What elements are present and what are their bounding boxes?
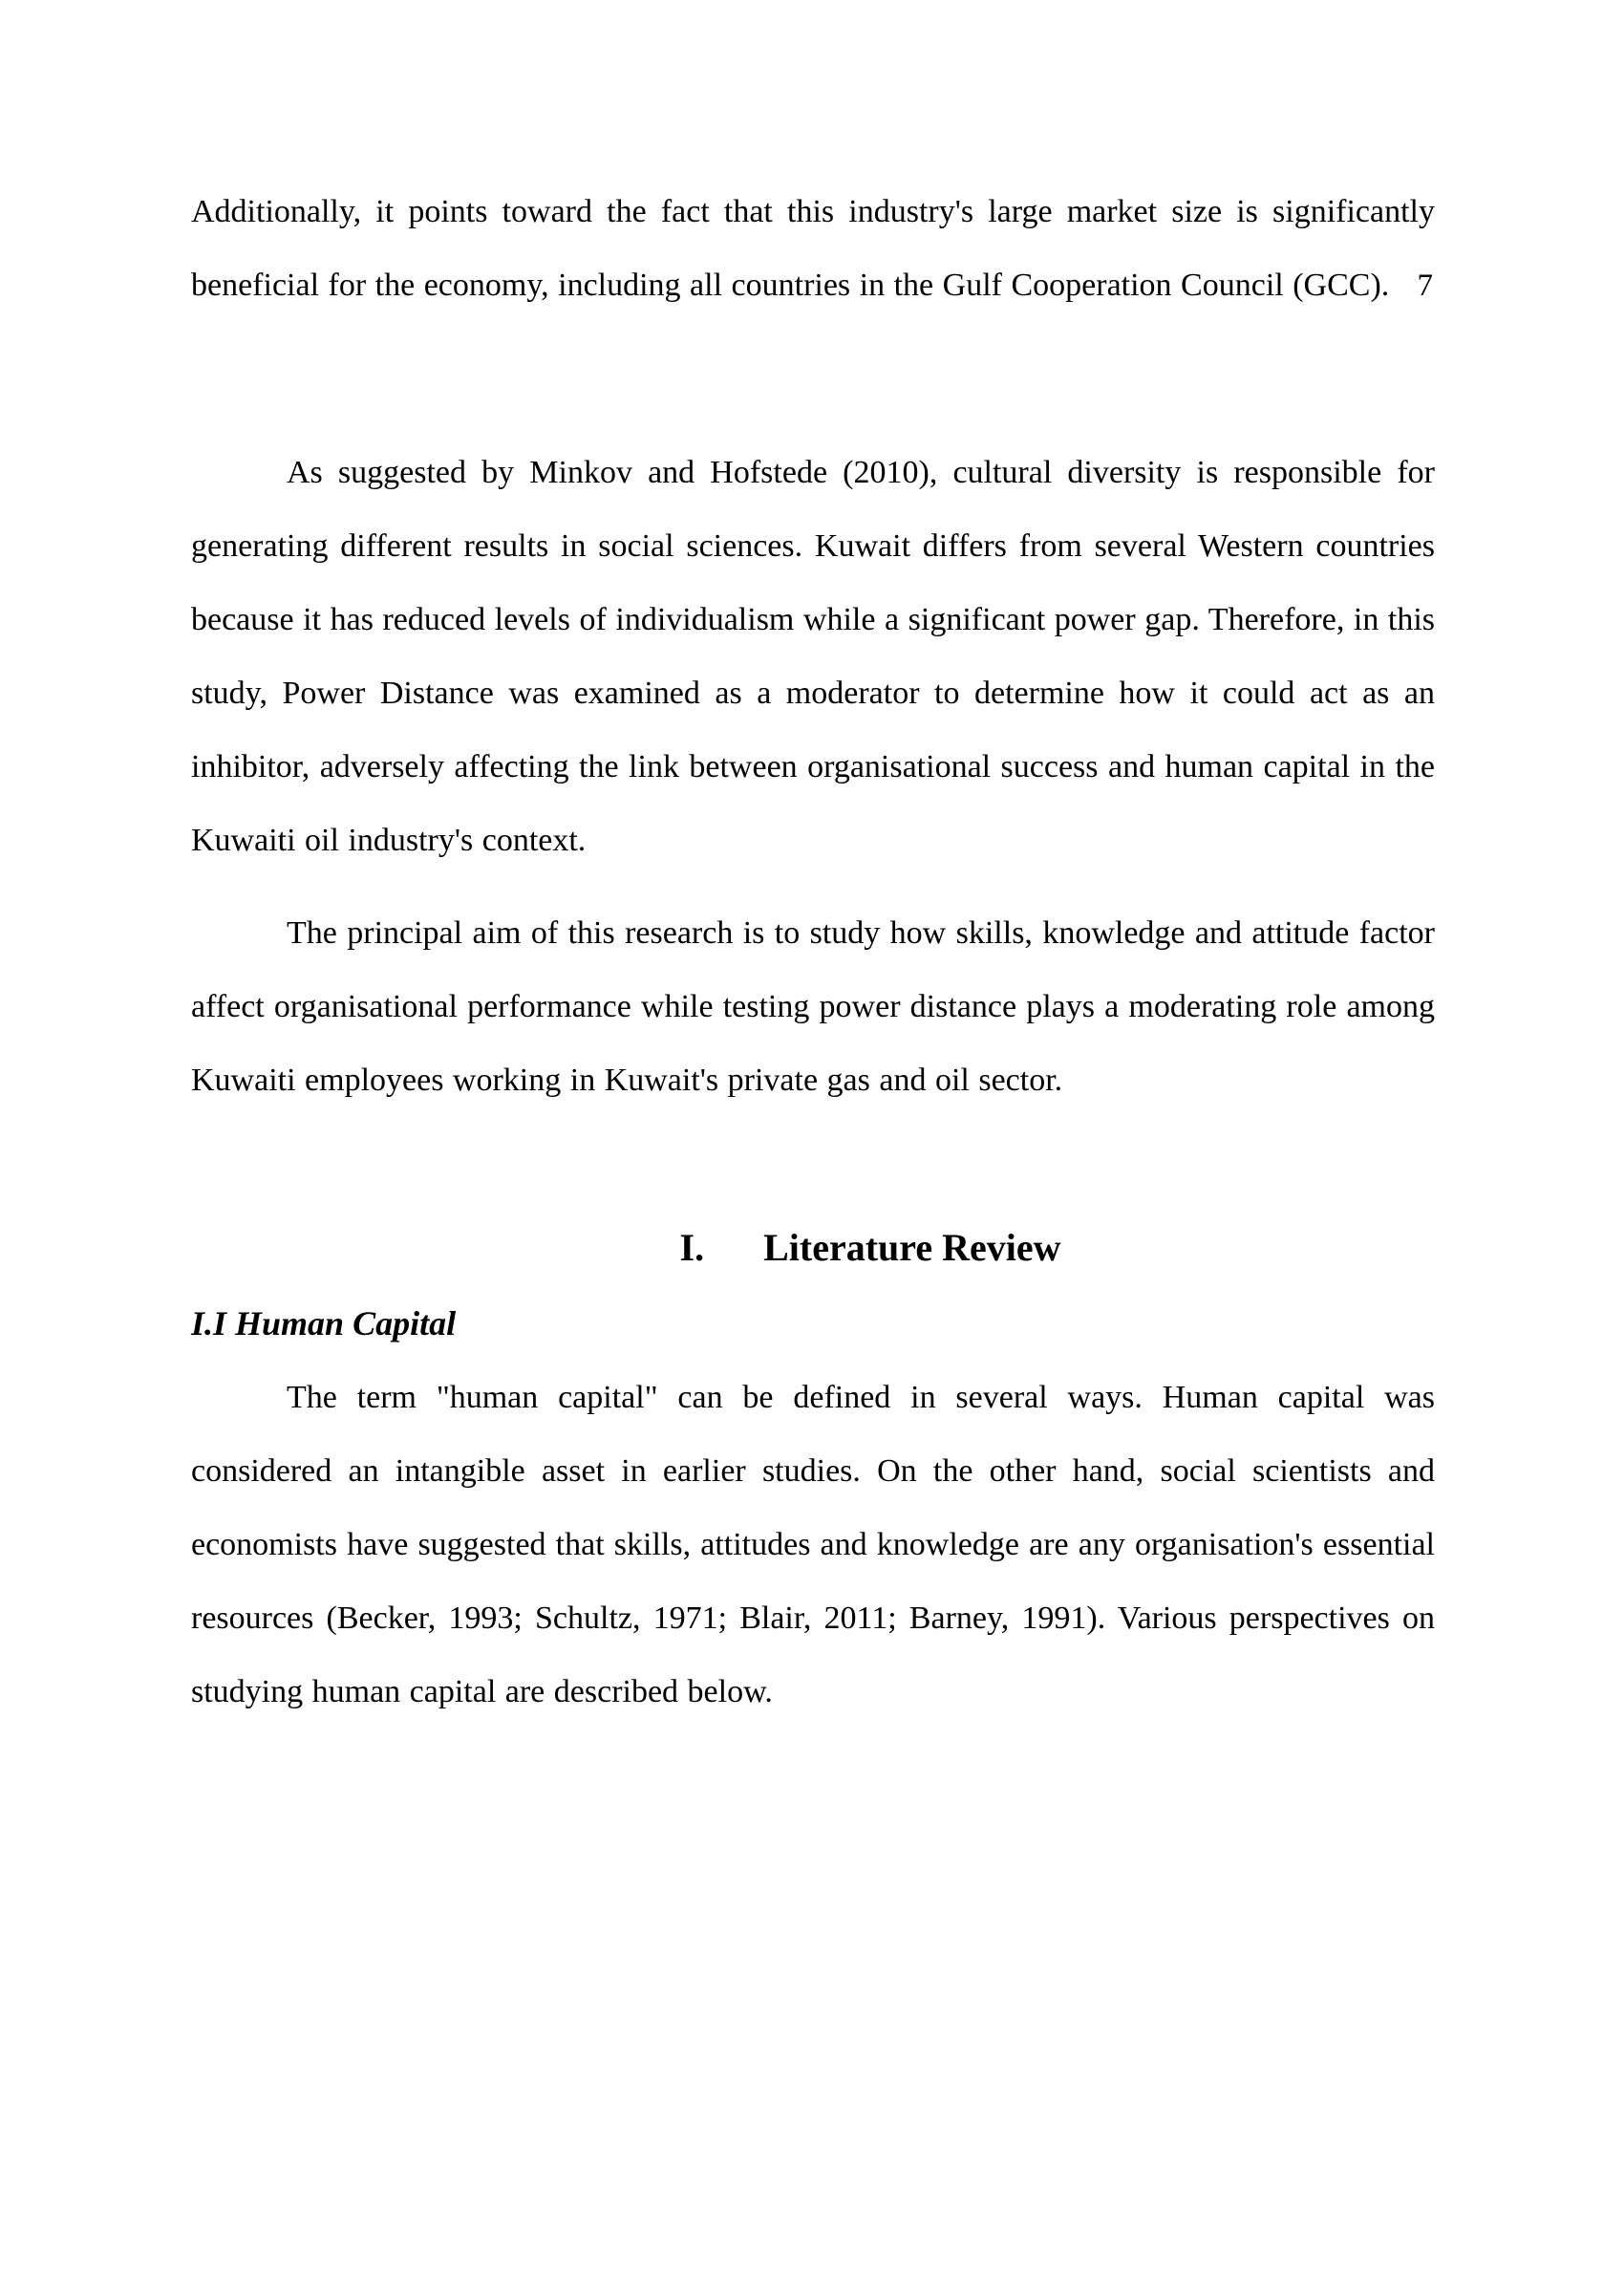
body-paragraph: As suggested by Minkov and Hofstede (2010), cultural diversity is responsible for generating different results in social sciences. Kuwait differs from several Western countries because it has reduced levels of individualism while a significant power gap. Therefore, in this study, Power Distance was examined as a moderator to determine how it could act as an inhibitor, adversely affecting the link between organisational success and human capital in the Kuwaiti oil industry's context. [191,455,1435,858]
body-paragraph-continuation: Additionally, it points toward the fact that this industry's large market size is significantly beneficial for the economy, including all countries in the Gulf Cooperation Council (GCC). [191,194,1435,303]
section-heading-numeral: I. [679,1226,705,1269]
page-number: 7 [1417,269,1433,303]
body-paragraph: The principal aim of this research is to study how skills, knowledge and attitude factor affect organisational performance while testing power distance plays a moderating role among Kuwaiti employees working in Kuwait's private gas and oil sector. [191,915,1435,1098]
section-heading-title: Literature Review [763,1226,1061,1269]
body-paragraph: The term "human capital" can be defined in several ways. Human capital was considered an intangible asset in earlier studies. On the other hand, social scientists and economists have suggested that skills, attitudes and knowledge are any organisation's essential resources (Becker, 1993; Schultz, 1971; Blair, 2011; Barney, 1991). Various perspectives on studying human capital are described below. [191,1380,1435,1709]
document-page [0,175,1624,2277]
subsection-heading: I.I Human Capital [191,1304,457,1343]
section-heading [248,1221,1492,1274]
